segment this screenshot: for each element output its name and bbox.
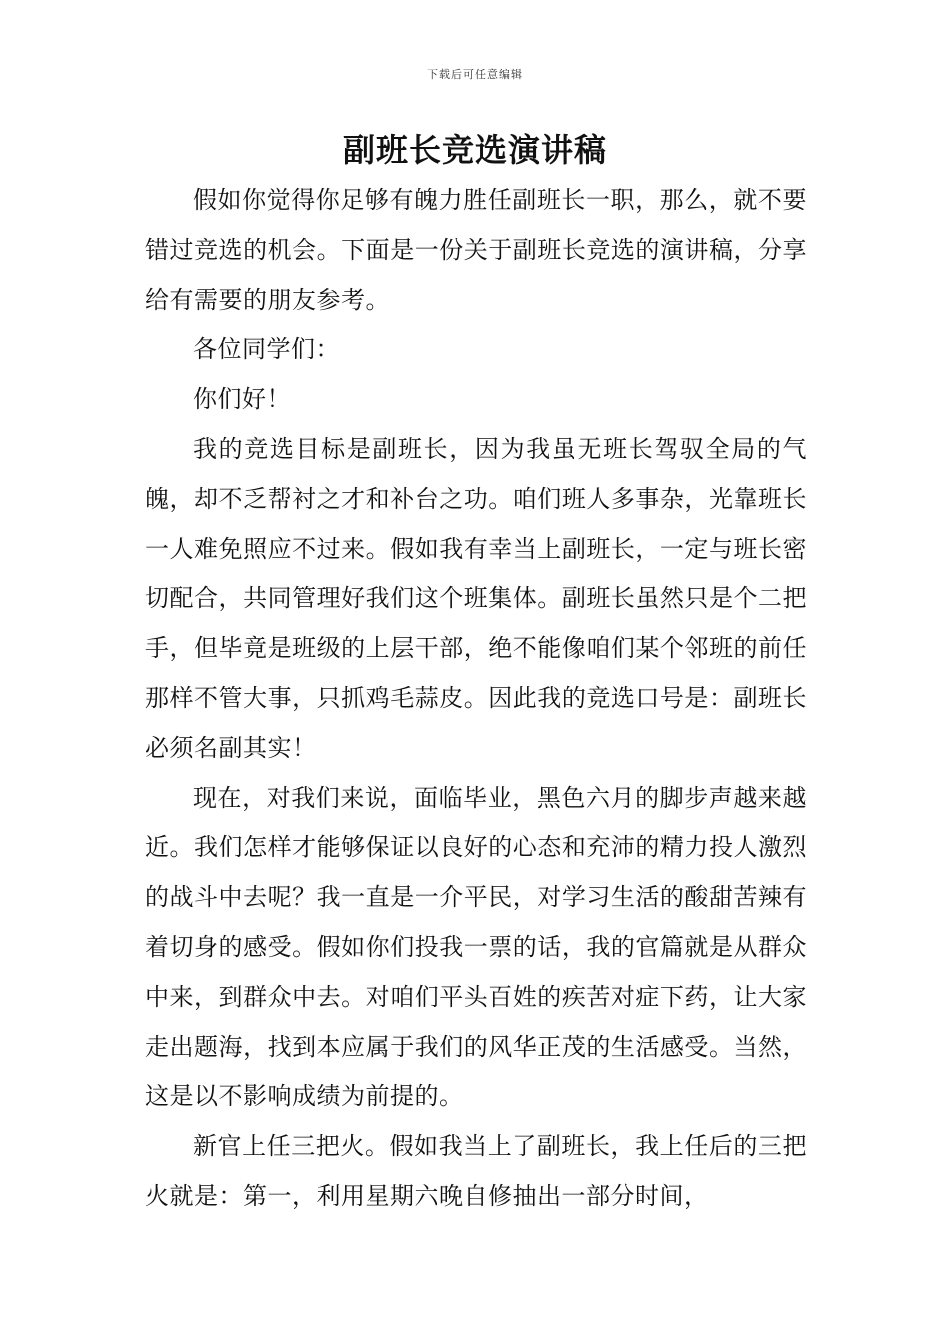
paragraph-intro: 假如你觉得你足够有魄力胜任副班长一职，那么，就不要错过竞选的机会。下面是一份关于副班长竞选的演讲稿，分享给有需要的朋友参考。 bbox=[145, 186, 807, 314]
header-note: 下载后可任意编辑 bbox=[427, 68, 523, 81]
paragraph-greeting: 你们好！ bbox=[193, 385, 291, 414]
paragraph-graduation: 现在，对我们来说，面临毕业，黑色六月的脚步声越来越近。我们怎样才能够保证以良好的心态和充沛的精力投人激烈的战斗中去呢？我一直是一介平民，对学习生活的酸甜苦辣有着切身的感受。假如你们投我一票的话，我的官篇就是从群众中来，到群众中去。对咱们平头百姓的疾苦对症下药，让大家走出题海，找到本应属于我们的风华正茂的生活感受。当然，这是以不影响成绩为前提的。 bbox=[145, 783, 807, 1111]
paragraph-plans: 新官上任三把火。假如我当上了副班长，我上任后的三把火就是：第一，利用星期六晚自修抽出一部分时间， bbox=[145, 1132, 807, 1210]
document-title: 副班长竞选演讲稿 bbox=[342, 131, 607, 169]
paragraph-salutation: 各位同学们： bbox=[193, 335, 340, 364]
paragraph-goal: 我的竞选目标是副班长，因为我虽无班长驾驭全局的气魄，却不乏帮衬之才和补台之功。咱们班人多事杂，光靠班长一人难免照应不过来。假如我有幸当上副班长，一定与班长密切配合，共同管理好我们这个班集体。副班长虽然只是个二把手，但毕竟是班级的上层干部，绝不能像咱们某个邻班的前任那样不管大事，只抓鸡毛蒜皮。因此我的竞选口号是：副班长必须名副其实！ bbox=[145, 434, 807, 762]
document-body bbox=[145, 176, 807, 1222]
